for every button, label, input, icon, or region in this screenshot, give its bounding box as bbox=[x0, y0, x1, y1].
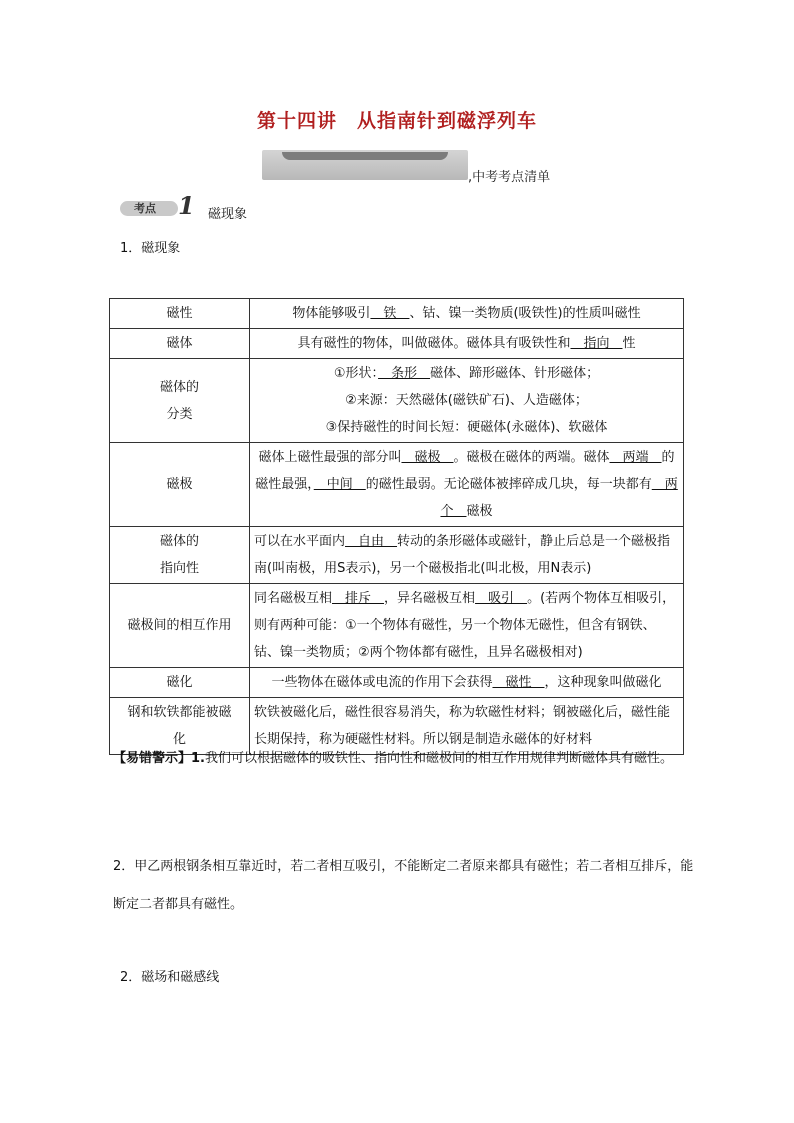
blank-answer: 磁性 bbox=[492, 675, 545, 690]
kaodian-badge bbox=[120, 191, 198, 220]
table-row bbox=[110, 299, 684, 329]
row-header: 磁极间的相互作用 bbox=[110, 584, 250, 668]
row-content: ①形状： 条形 磁体、蹄形磁体、针形磁体； ②来源：天然磁体(磁铁矿石)、人造磁体； ③保持磁性的时间长短：硬磁体(永磁体)、软磁体 bbox=[250, 359, 684, 443]
blank-answer: 指向 bbox=[570, 336, 623, 351]
table-row bbox=[110, 443, 684, 527]
row-header: 磁极 bbox=[110, 443, 250, 527]
warning-paragraph-1: 【易错警示】1.我们可以根据磁体的吸铁性、指向性和磁极间的相互作用规律判断磁体具有磁性。 bbox=[113, 751, 674, 766]
kaodian-badge-text: 考点 bbox=[134, 202, 156, 215]
blank-answer: 两个 bbox=[440, 477, 678, 519]
blank-answer: 中间 bbox=[313, 477, 366, 492]
table-row bbox=[110, 329, 684, 359]
row-header: 钢和软铁都能被磁 化 bbox=[110, 698, 250, 755]
row-content: 一些物体在磁体或电流的作用下会获得 磁性 ，这种现象叫做磁化 bbox=[250, 668, 684, 698]
row-header: 磁体的 指向性 bbox=[110, 527, 250, 584]
kaodian-label: 磁现象 bbox=[208, 207, 248, 222]
blank-answer: 自由 bbox=[345, 534, 398, 549]
table-row bbox=[110, 359, 684, 443]
blank-answer: 铁 bbox=[370, 306, 410, 321]
warning-tag: 【易错警示】 bbox=[113, 751, 192, 766]
row-content: 磁体上磁性最强的部分叫 磁极 。磁极在磁体的两端。磁体 两端 的磁性最强， 中间 的磁性最弱。无论磁体被摔碎成几块，每一块都有 两个 磁极 bbox=[250, 443, 684, 527]
section-banner bbox=[262, 150, 468, 180]
row-header: 磁化 bbox=[110, 668, 250, 698]
page-title: 第十四讲 从指南针到磁浮列车 bbox=[256, 110, 537, 132]
row-header: 磁性 bbox=[110, 299, 250, 329]
row-content: 同名磁极互相 排斥 ，异名磁极互相 吸引 。(若两个物体互相吸引，则有两种可能：①一个物体有磁性，另一个物体无磁性，但含有钢铁、钴、镍一类物质；②两个物体都有磁性，且异名磁极相对) bbox=[250, 584, 684, 668]
blank-answer: 两端 bbox=[609, 450, 662, 465]
blank-answer: 条形 bbox=[378, 366, 431, 381]
row-content: 物体能够吸引 铁 、钴、镍一类物质(吸铁性)的性质叫磁性 bbox=[250, 299, 684, 329]
warning-paragraph-2: 2．甲乙两根钢条相互靠近时，若二者相互吸引，不能断定二者原来都具有磁性；若二者相互排斥，能断定二者都具有磁性。 bbox=[113, 859, 694, 912]
row-header: 磁体的 分类 bbox=[110, 359, 250, 443]
row-content: 软铁被磁化后，磁性很容易消失，称为软磁性材料；钢被磁化后，磁性能长期保持，称为硬磁性材料。所以钢是制造永磁体的好材料 bbox=[250, 698, 684, 755]
row-content: 可以在水平面内 自由 转动的条形磁体或磁针，静止后总是一个磁极指南(叫南极，用S表示)，另一个磁极指北(叫北极，用N表示) bbox=[250, 527, 684, 584]
table-row bbox=[110, 668, 684, 698]
blank-answer: 排斥 bbox=[332, 591, 385, 606]
table-row bbox=[110, 527, 684, 584]
row-header: 磁体 bbox=[110, 329, 250, 359]
section-heading-1: 1．磁现象 bbox=[120, 241, 181, 256]
banner-label: ,中考考点清单 bbox=[468, 170, 551, 185]
section-heading-2: 2．磁场和磁感线 bbox=[120, 970, 220, 985]
magnetism-table bbox=[109, 298, 684, 755]
row-content: 具有磁性的物体，叫做磁体。磁体具有吸铁性和 指向 性 bbox=[250, 329, 684, 359]
table-row bbox=[110, 584, 684, 668]
kaodian-number: 1 bbox=[178, 191, 195, 220]
blank-answer: 吸引 bbox=[475, 591, 528, 606]
blank-answer: 磁极 bbox=[401, 450, 454, 465]
